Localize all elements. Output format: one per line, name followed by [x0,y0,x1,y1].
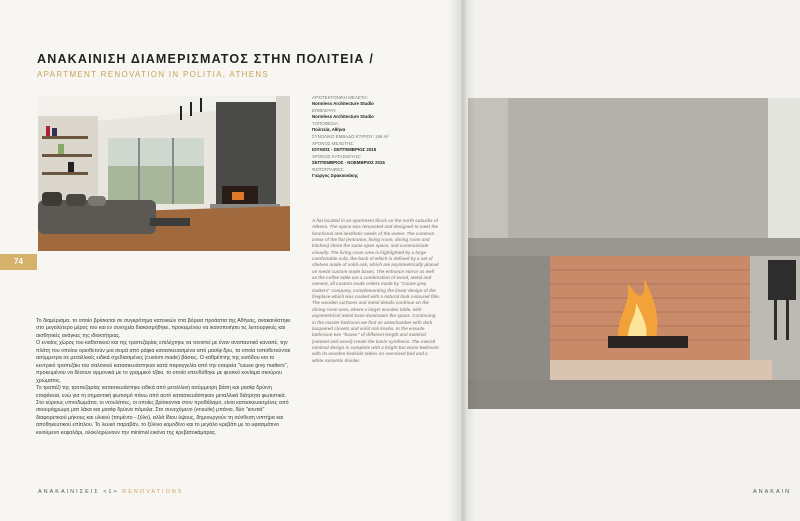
footer-left [38,489,183,495]
credit-construction-period: ΧΡΟΝΟΣ ΚΑΤΑΣΚΕΥΗΣ: ΣΕΠΤΕΜΒΡΙΟΣ - ΝΟΕΜΒΡΙΟΣ 2015 [312,153,385,165]
english-description: A flat located in an apartment block on the north suburbs of Athens. The space was renovated and designed to meet the functional and aesthetic needs of the owner. The common areas of the flat (entrance, living room, dining room and kitchen) share the same open space, and communicate visually. The living room area is highlighted by a large comfortable sofa, the back of which is defined by a set of shelves made of solid oak, which are asymmetrically placed on metal custom made bases. The entrance mirror as well as the coffee table are a combination of wood, metal and cement, all custom made orders made by "Cause grey matters" company, complementing the linear design of the fireplace which was coated with a natural dark coloured film. The wooden surfaces and metal details continue on the dining room area, where a larger wooden table, with asymmetrical metal base dominates the space. Continuing in the master bedroom we find an antechamber with dark lacquered closets and solid oak knobs. In the ensuite bathroom two "boxes" of different length and material (cement and wood) create the basin synthesis. The overall minimal design is complete with a bright but warm bedroom with its wooden bedside tables on oversized bed and a white romantic divider. [312,218,440,363]
credit-area: ΣΥΝΟΛΙΚΟ ΕΜΒΑΔΟ ΚΤΙΡΙΟΥ: 156 m² [312,134,389,139]
footer-section-greek: ΑΝΑΚΑΙΝΙΣΕΙΣ [38,489,100,495]
greek-paragraph: Ο ενιαίος χώρος του καθιστικού και της τραπεζαρίας επιλέχτηκε να τονιστεί με έναν αναπαυτικό καναπέ, την πλάτη του οποίου οριοθετούν μια σειρά από ράφια κατασκευασμένα από μασίφ δρυ, τα οποία τοποθετούνται ασύμμετρα σε μεταλλικές ειδικά σχεδιασμένες (custom made) βάσεις. Ο καθρέπτης της εισόδου και το κεντρικό τραπεζάκι του σαλονιού κατασκευάστηκαν κατά παραγγελία από την εταιρεία "cause grey matters", προκειμένου να δέσουν αρμονικά με το γραμμικό τζάκι, το οποίο επενδύθηκε με φυσικό κονίαμα σκούρου χρώματος. [36,340,291,384]
credit-location: ΤΟΠΟΘΕΣΙΑ: Πολιτεία, Αθήνα [312,121,346,133]
greek-description [36,318,294,437]
credit-study-period: ΧΡΟΝΟΣ ΜΕΛΕΤΗΣ: ΙΟΥΝΙΟΣ - ΣΕΠΤΕΜΒΡΙΟΣ 2015 [312,140,377,152]
page-gutter [448,0,476,521]
article-subtitle: APARTMENT RENOVATION IN POLITIA, ATHENS [37,70,270,79]
greek-paragraph: Στο κύριους υπνοδωμάτιο, οι ντουλάπες, οι οποίες βρίσκονται στον προθάλαμο, είναι κατασκευασμένες από σκουρόχρωμη ματ λάκα και μασίφ δρύινα πόμολα. Στο συνεχόμενο (ensuite) μπάνιο, δύο "κουτιά" διαφορετικού μήκους και υλικού (τσιμέντο - ξύλο), αλλά ίδιου ύψους, δημιουργούν τη σύνθεση νιπτήρα και αποθηκευτικού επίπλου. Το λευκό παραβάν, το ξύλινο κομοδίνο και το μεγάλο κρεβάτι με το υφασμάτινο κινούμενο κεφαλάρι, ολοκληρώνουν την minimal εικόνα της κρεβατοκάμαρας. [36,399,289,436]
project-credits [312,95,442,180]
greek-paragraph: Το διαμέρισμα, το οποίο βρίσκεται σε συγκρότημα κατοικιών στα βόρεια προάστια της Αθήνας, ανακαινίστηκε στο μεγαλύτερο μέρος του και εν συνεχεία διακοσμήθηκε, προκειμένου να ικανοποιήσει τις λειτουργικές και αισθητικές ανάγκες της ιδιοκτήτριας. [36,318,291,339]
living-room-photo [38,96,290,251]
page-number: 74 [0,254,37,270]
footer-separator: <1> [103,489,119,495]
credit-supervision: ΕΠΙΒΛΕΨΗ: Normless Architecture Studio [312,108,374,120]
footer-section-english: RENOVATIONS [122,489,184,495]
article-title: ΑΝΑΚΑΙΝΙΣΗ ΔΙΑΜΕΡΙΣΜΑΤΟΣ ΣΤΗΝ ΠΟΛΙΤΕΙΑ / [37,52,375,66]
greek-paragraph: Το τραπέζι της τραπεζαρίας κατασκευάστηκε ειδικά από μεταλλική ασύμμετρη βάση και μασίφ δρύινη επιφάνεια, ενώ για τη σημαντική φωτισμό πάνω από αυτό κατασκευάστηκαν μεταλλικά διάτρητα φωτιστικά. [36,385,287,399]
footer-right: ΑΝΑΚΑΙΝ [753,489,792,495]
credit-photographer: ΦΩΤΟΓΡΑΦΙΕΣ: Γιώργος Σφακιανάκης [312,166,359,178]
credit-architect: ΑΡΧΙΤΕΚΤΟΝΙΚΗ ΜΕΛΕΤΗ: Normless Architecture Studio [312,95,374,107]
fireplace-photo [468,98,800,409]
